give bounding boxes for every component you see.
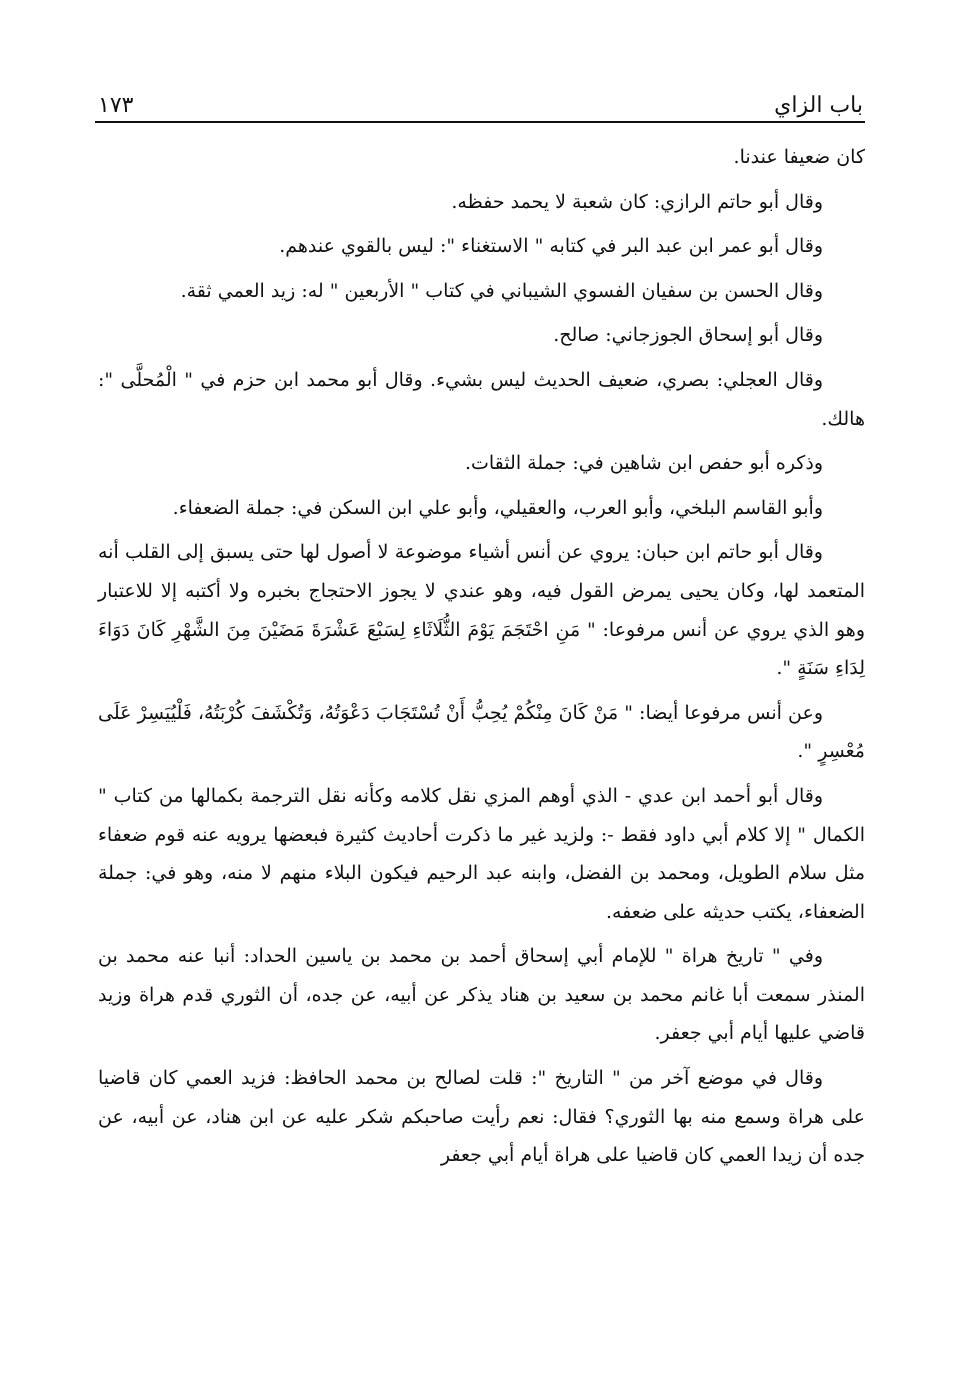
paragraph-11: وقال أبو أحمد ابن عدي - الذي أوهم المزي نقل كلامه وكأنه نقل الترجمة بكمالها من كتاب " الكمال " إلا كلام أبي داود فقط -: ولزيد غير ما ذكرت أحاديث كثيرة فبعضها يرويه عنه قوم ضعفاء مثل سلام الطويل، ومحمد بن الفضل، وابنه عبد الرحيم فيكون البلاء منهم لا منه، وهو في: جملة الضعفاء، يكتب حديثه على ضعفه. xyxy=(98,784,865,923)
paragraph-3: وقال أبو عمر ابن عبد البر في كتابه " الاستغناء ": ليس بالقوي عندهم. xyxy=(279,235,823,258)
paragraph-12: وفي " تاريخ هراة " للإمام أبي إسحاق أحمد بن محمد بن ياسين الحداد: أنبا عنه محمد بن المنذر سمعت أبا غانم محمد بن سعيد بن هناد يذكر عن أبيه، عن جده، أن الثوري قدم هراة وزيد قاضي عليها أيام أبي جعفر. xyxy=(98,945,865,1045)
paragraph-2: وقال أبو حاتم الرازي: كان شعبة لا يحمد حفظه. xyxy=(451,190,823,213)
page-header xyxy=(98,78,863,118)
page-number: ١٧٣ xyxy=(98,93,134,118)
paragraph-10: وعن أنس مرفوعا أيضا: " مَنْ كَانَ مِنْكُمْ يُحِبُّ أَنْ تُسْتَجَابَ دَعْوَتُهُ، وَتُكْشَفَ كُرْبَتُهُ، فَلْيُيَسِرْ عَلَى مُعْسِرٍ ". xyxy=(98,701,865,763)
paragraph-9: وقال أبو حاتم ابن حبان: يروي عن أنس أشياء موضوعة لا أصول لها حتى يسبق إلى القلب أنه المتعمد لها، وكان يحيى يمرض القول فيه، وهو عندي لا يجوز الاحتجاج بخبره ولا أكتبه إلا للاعتبار وهو الذي يروي عن أنس مرفوعا: " مَنِ احْتَجَمَ يَوْمَ الثُّلَاثَاءِ لِسَبْعَ عَشْرَةَ مَضَيْنَ مِنَ الشَّهْرِ كَانَ دَوَاءَ لِدَاءِ سَنَةٍ ". xyxy=(98,541,865,680)
header-rule xyxy=(95,121,865,123)
paragraph-8: وأبو القاسم البلخي، وأبو العرب، والعقيلي، وأبو علي ابن السكن في: جملة الضعفاء. xyxy=(172,496,823,519)
body-text xyxy=(98,138,865,1181)
paragraph-6: وقال العجلي: بصري، ضعيف الحديث ليس بشيء. وقال أبو محمد ابن حزم في " الْمُحلَّى ": هالك. xyxy=(98,368,865,430)
paragraph-4: وقال الحسن بن سفيان الفسوي الشيباني في كتاب " الأربعين " له: زيد العمي ثقة. xyxy=(180,279,823,302)
paragraph-7: وذكره أبو حفص ابن شاهين في: جملة الثقات. xyxy=(464,452,823,475)
paragraph-1: كان ضعيفا عندنا. xyxy=(733,146,865,168)
paragraph-13: وقال في موضع آخر من " التاريخ ": قلت لصالح بن محمد الحافظ: فزيد العمي كان قاضيا على هراة وسمع منه بها الثوري؟ فقال: نعم رأيت صاحبكم شكر عليه عن ابن هناد، عن أبيه، عن جده أن زيدا العمي كان قاضيا على هراة أيام أبي جعفر xyxy=(98,1067,865,1167)
chapter-title: باب الزاي xyxy=(774,93,863,118)
paragraph-5: وقال أبو إسحاق الجوزجاني: صالح. xyxy=(553,324,823,347)
